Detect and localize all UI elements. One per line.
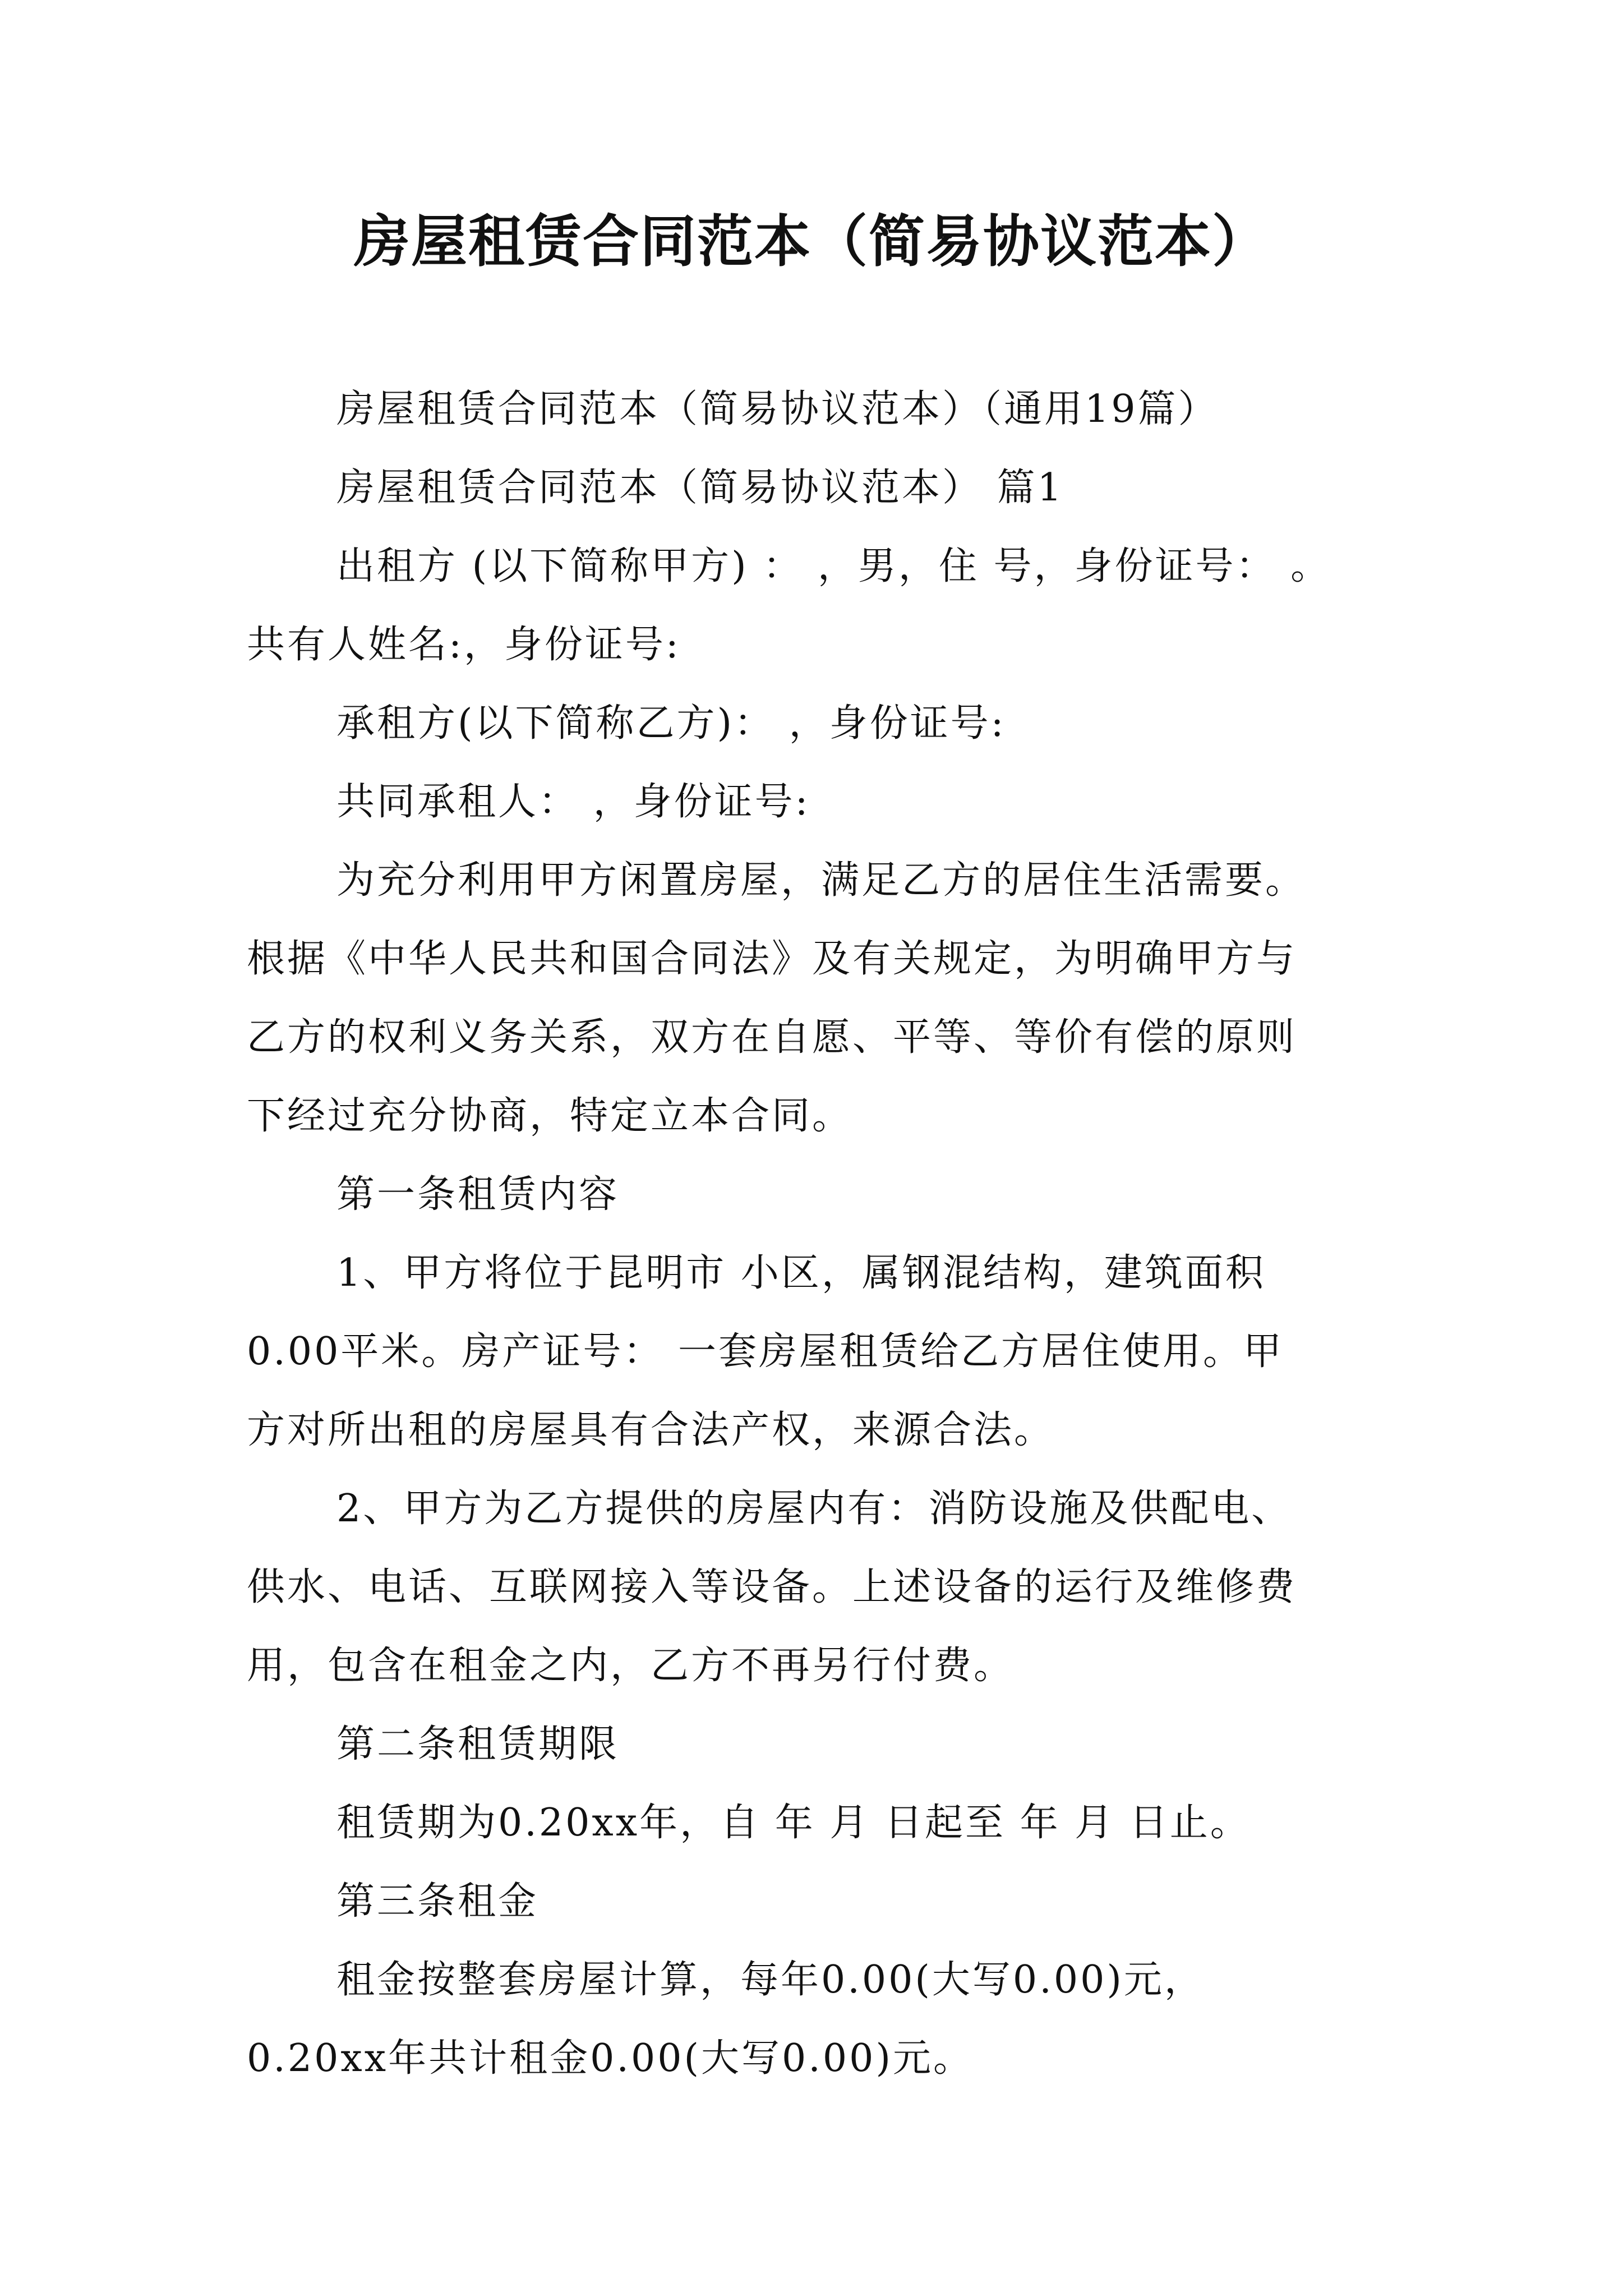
paragraph-line: 为充分利用甲方闲置房屋，满足乙方的居住生活需要。: [336, 858, 1306, 903]
paragraph-line: 0.00平米。房产证号： 一套房屋租赁给乙方居住使用。甲: [247, 1329, 1284, 1374]
paragraph-line: 乙方的权利义务关系，双方在自愿、平等、等价有偿的原则: [247, 1015, 1297, 1060]
article-heading: 第一条租赁内容: [336, 1172, 620, 1217]
paragraph-line: 租金按整套房屋计算，每年0.00(大写0.00)元，: [336, 1958, 1205, 2002]
document-title: 房屋租赁合同范本（简易协议范本）: [354, 208, 1269, 274]
paragraph-line: 0.20xx年共计租金0.00(大写0.00)元。: [247, 2036, 974, 2081]
paragraph-line: 方对所出租的房屋具有合法产权，来源合法。: [247, 1408, 1055, 1452]
subtitle-line: 房屋租赁合同范本（简易协议范本）（通用19篇）: [336, 387, 1219, 431]
paragraph-line: 共同承租人： ，身份证号:: [336, 780, 810, 824]
paragraph-line: 共有人姓名:，身份证号:: [247, 623, 681, 667]
paragraph-line: 2、甲方为乙方提供的房屋内有：消防设施及供配电、: [336, 1487, 1292, 1531]
paragraph-line: 用，包含在租金之内，乙方不再另行付费。: [247, 1644, 1015, 1688]
paragraph-line: 承租方(以下简称乙方)： ，身份证号:: [336, 701, 1006, 746]
section-heading: 房屋租赁合同范本（简易协议范本） 篇1: [336, 466, 1064, 510]
article-heading: 第三条租金: [336, 1879, 539, 1924]
paragraph-line: 下经过充分协商，特定立本合同。: [247, 1094, 853, 1138]
article-heading: 第二条租赁期限: [336, 1722, 620, 1766]
paragraph-line: 供水、电话、互联网接入等设备。上述设备的运行及维修费: [247, 1565, 1297, 1609]
paragraph-line: 根据《中华人民共和国合同法》及有关规定，为明确甲方与: [247, 937, 1297, 981]
paragraph-line: 出租方 (以下简称甲方) ： ，男，住 号，身份证号： 。: [336, 544, 1331, 588]
paragraph-line: 租赁期为0.20xx年，自 年 月 日起至 年 月 日止。: [336, 1801, 1251, 1845]
paragraph-line: 1、甲方将位于昆明市 小区，属钢混结构，建筑面积: [336, 1251, 1266, 1295]
